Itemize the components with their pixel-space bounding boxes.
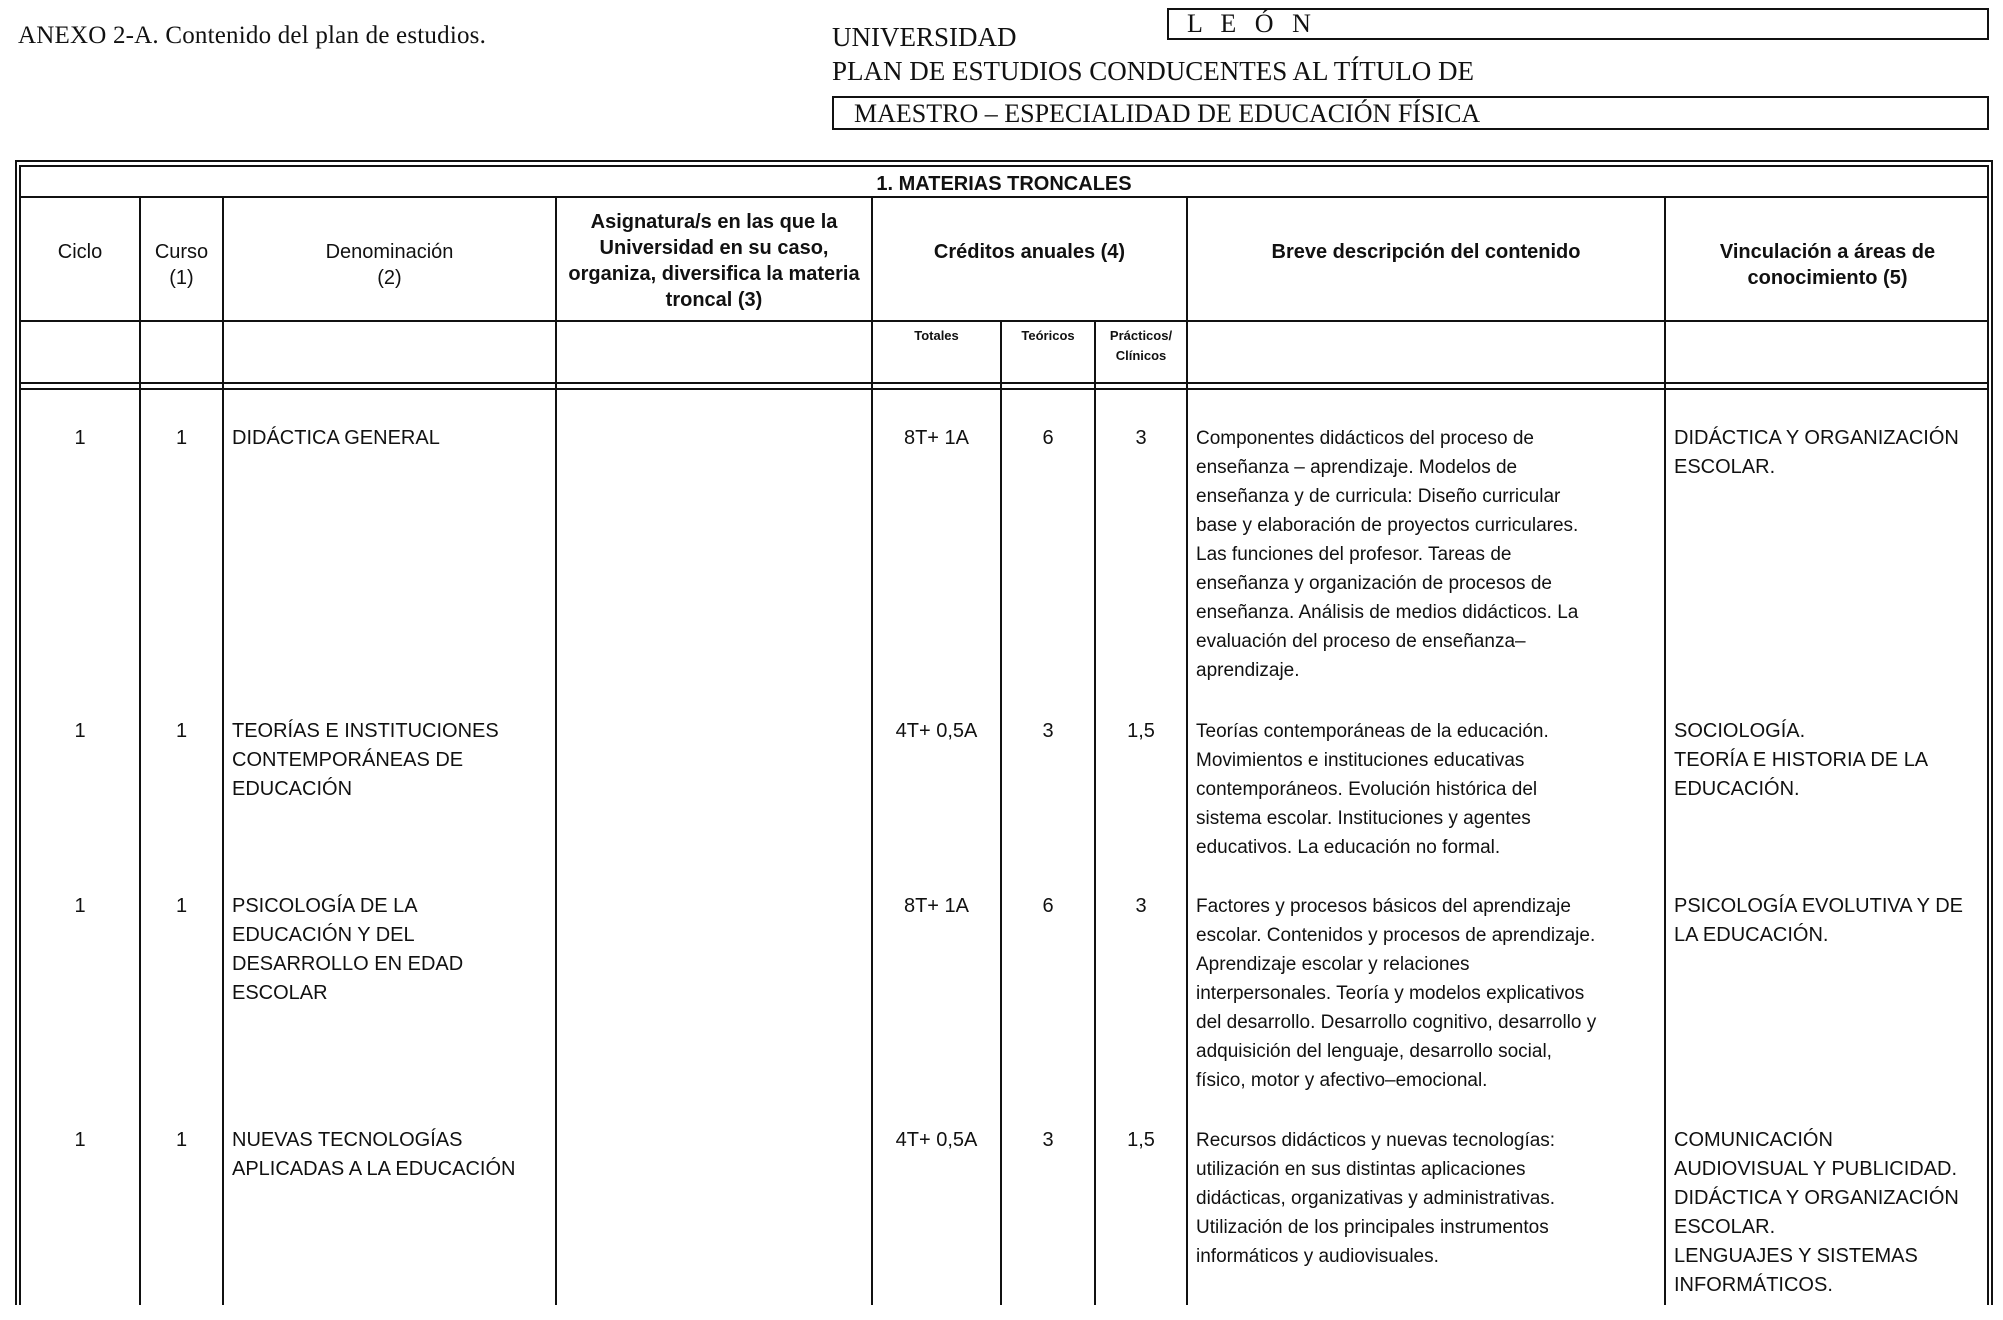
row4-desc-line: Recursos didácticos y nuevas tecnologías:	[1196, 1130, 1556, 1151]
col-divider-teoricos	[1094, 320, 1096, 1305]
row2-vinculacion	[1674, 717, 1986, 804]
row3-denominacion-line: PSICOLOGÍA DE LA	[232, 895, 418, 917]
row2-desc-line: Movimientos e instituciones educativas	[1196, 750, 1525, 771]
subheader-practicos-line1: Prácticos/	[1109, 328, 1173, 343]
row3-desc-line: Factores y procesos básicos del aprendizaje	[1196, 896, 1571, 917]
header-curso-line1: Curso	[154, 241, 209, 263]
row3-desc-line: adquisición del lenguaje, desarrollo social,	[1196, 1041, 1552, 1062]
row4-curso: 1	[175, 1129, 188, 1151]
subheader-practicos-line2: Clínicos	[1115, 348, 1167, 363]
row2-denominacion-line: TEORÍAS E INSTITUCIONES	[232, 720, 499, 742]
header-vinculacion	[1666, 239, 1989, 291]
row4-vinc-line: LENGUAJES Y SISTEMAS	[1674, 1245, 1918, 1267]
row4-vinc-line: DIDÁCTICA Y ORGANIZACIÓN	[1674, 1187, 1959, 1209]
row3-teoricos: 6	[1042, 895, 1054, 917]
row4-vinc-line: AUDIOVISUAL Y PUBLICIDAD.	[1674, 1158, 1958, 1180]
header-denominacion-line2: (2)	[377, 267, 402, 289]
row1-desc-line: evaluación del proceso de enseñanza–	[1196, 631, 1526, 652]
row3-descripcion	[1196, 892, 1656, 1095]
row2-vinc-line: SOCIOLOGÍA.	[1674, 720, 1806, 742]
row3-vinc-line: LA EDUCACIÓN.	[1674, 924, 1829, 946]
row2-vinc-line: TEORÍA E HISTORIA DE LA	[1674, 749, 1929, 771]
row2-desc-line: educativos. La educación no formal.	[1196, 837, 1501, 858]
subheader-practicos	[1096, 326, 1186, 366]
row2-totales: 4T+ 0,5A	[895, 720, 978, 742]
col-divider-totales	[1000, 320, 1002, 1305]
row1-desc-line: Las funciones del profesor. Tareas de	[1196, 544, 1512, 565]
row4-totales: 4T+ 0,5A	[895, 1129, 978, 1151]
row3-curso: 1	[175, 895, 188, 917]
row1-practicos: 3	[1135, 427, 1147, 449]
header-asignatura	[557, 209, 871, 313]
row1-denominacion	[232, 424, 552, 453]
row4-ciclo: 1	[74, 1129, 86, 1151]
degree-title-box: MAESTRO – ESPECIALIDAD DE EDUCACIÓN FÍSICA	[832, 96, 1989, 130]
row4-desc-line: utilización en sus distintas aplicaciones	[1196, 1159, 1526, 1180]
row1-totales: 8T+ 1A	[903, 427, 970, 449]
col-divider-creditos	[1186, 198, 1188, 1305]
row4-desc-line: informáticos y audiovisuales.	[1196, 1246, 1439, 1267]
header-vinculacion-line2: conocimiento (5)	[1747, 267, 1908, 289]
subheader-teoricos: Teóricos	[1021, 328, 1075, 343]
row2-desc-line: contemporáneos. Evolución histórica del	[1196, 779, 1538, 800]
col-divider-descripcion	[1664, 198, 1666, 1305]
row1-desc-line: enseñanza – aprendizaje. Modelos de	[1196, 457, 1518, 478]
row4-vinc-line: ESCOLAR.	[1674, 1216, 1776, 1238]
header-asignatura-line3: organiza, diversifica la materia	[568, 263, 860, 285]
header-denominacion	[224, 239, 555, 291]
col-divider-curso	[222, 198, 224, 1305]
row3-totales: 8T+ 1A	[903, 895, 970, 917]
row2-ciclo: 1	[74, 720, 86, 742]
header-asignatura-line4: troncal (3)	[665, 289, 763, 311]
row1-ciclo: 1	[74, 427, 86, 449]
row1-desc-line: base y elaboración de proyectos curriculares.	[1196, 515, 1579, 536]
row3-ciclo: 1	[74, 895, 86, 917]
row2-denominacion-line: CONTEMPORÁNEAS DE	[232, 749, 464, 771]
row4-denominacion-line: APLICADAS A LA EDUCACIÓN	[232, 1158, 516, 1180]
row3-denominacion-line: EDUCACIÓN Y DEL	[232, 924, 415, 946]
row4-vinculacion	[1674, 1126, 1986, 1300]
row2-desc-line: Teorías contemporáneas de la educación.	[1196, 721, 1549, 742]
header-curso-line2: (1)	[169, 267, 194, 289]
header-vinculacion-line1: Vinculación a áreas de	[1719, 241, 1936, 263]
header-asignatura-line2: Universidad en su caso,	[599, 237, 829, 259]
row1-vinc-line: DIDÁCTICA Y ORGANIZACIÓN	[1674, 427, 1959, 449]
row4-denominacion	[232, 1126, 552, 1184]
row2-curso: 1	[175, 720, 188, 742]
row2-vinc-line: EDUCACIÓN.	[1674, 778, 1800, 800]
row3-vinc-line: PSICOLOGÍA EVOLUTIVA Y DE	[1674, 895, 1964, 917]
row4-denominacion-line: NUEVAS TECNOLOGÍAS	[232, 1129, 463, 1151]
row3-desc-line: Aprendizaje escolar y relaciones	[1196, 954, 1470, 975]
header-ciclo: Ciclo	[57, 241, 103, 263]
row1-curso: 1	[175, 427, 188, 449]
subheader-totales: Totales	[914, 328, 959, 343]
plan-label: PLAN DE ESTUDIOS CONDUCENTES AL TÍTULO DE	[832, 56, 1474, 86]
row2-descripcion	[1196, 717, 1656, 862]
header-descripcion: Breve descripción del contenido	[1271, 241, 1581, 263]
row3-vinculacion	[1674, 892, 1986, 950]
col-divider-denominacion	[555, 198, 557, 1305]
row3-desc-line: del desarrollo. Desarrollo cognitivo, desarrollo y	[1196, 1012, 1597, 1033]
row3-desc-line: escolar. Contenidos y procesos de aprendizaje.	[1196, 925, 1596, 946]
annex-title: ANEXO 2-A. Contenido del plan de estudios.	[18, 22, 487, 49]
row1-desc-line: enseñanza y organización de procesos de	[1196, 573, 1552, 594]
row3-denominacion-line: ESCOLAR	[232, 982, 328, 1004]
row2-teoricos: 3	[1042, 720, 1054, 742]
row1-desc-line: enseñanza y de curricula: Diseño curricular	[1196, 486, 1561, 507]
row2-practicos: 1,5	[1127, 720, 1155, 742]
row1-teoricos: 6	[1042, 427, 1054, 449]
row1-desc-line: aprendizaje.	[1196, 660, 1300, 681]
header-curso	[141, 239, 222, 291]
row3-denominacion	[232, 892, 552, 1008]
row3-desc-line: físico, motor y afectivo–emocional.	[1196, 1070, 1488, 1091]
section-title: 1. MATERIAS TRONCALES	[19, 165, 1989, 198]
row4-desc-line: didácticas, organizativas y administrativas.	[1196, 1188, 1556, 1209]
row3-desc-line: interpersonales. Teoría y modelos explicativos	[1196, 983, 1585, 1004]
row1-desc-line: enseñanza. Análisis de medios didácticos. La	[1196, 602, 1579, 623]
row2-denominacion-line: EDUCACIÓN	[232, 778, 353, 800]
row1-vinc-line: ESCOLAR.	[1674, 456, 1776, 478]
row4-practicos: 1,5	[1127, 1129, 1155, 1151]
row1-desc-line: Componentes didácticos del proceso de	[1196, 428, 1534, 449]
header-creditos: Créditos anuales (4)	[933, 241, 1126, 263]
row3-denominacion-line: DESARROLLO EN EDAD	[232, 953, 464, 975]
subheader-divider-top	[19, 382, 1989, 384]
row4-vinc-line: COMUNICACIÓN	[1674, 1129, 1833, 1151]
subheader-divider-bottom	[19, 388, 1989, 390]
row1-vinculacion	[1674, 424, 1986, 482]
header-divider	[19, 320, 1989, 322]
row2-denominacion	[232, 717, 552, 804]
row4-descripcion	[1196, 1126, 1656, 1271]
row4-vinc-line: INFORMÁTICOS.	[1674, 1274, 1833, 1296]
row4-desc-line: Utilización de los principales instrumentos	[1196, 1217, 1549, 1238]
row4-teoricos: 3	[1042, 1129, 1054, 1151]
row2-desc-line: sistema escolar. Instituciones y agentes	[1196, 808, 1531, 829]
header-denominacion-line1: Denominación	[325, 241, 454, 263]
row3-practicos: 3	[1135, 895, 1147, 917]
university-label: UNIVERSIDAD	[832, 22, 1017, 52]
university-name-box: L E Ó N	[1167, 8, 1989, 40]
row1-denominacion-line: DIDÁCTICA GENERAL	[232, 427, 440, 449]
row1-descripcion	[1196, 424, 1656, 685]
header-asignatura-line1: Asignatura/s en las que la	[590, 211, 838, 233]
